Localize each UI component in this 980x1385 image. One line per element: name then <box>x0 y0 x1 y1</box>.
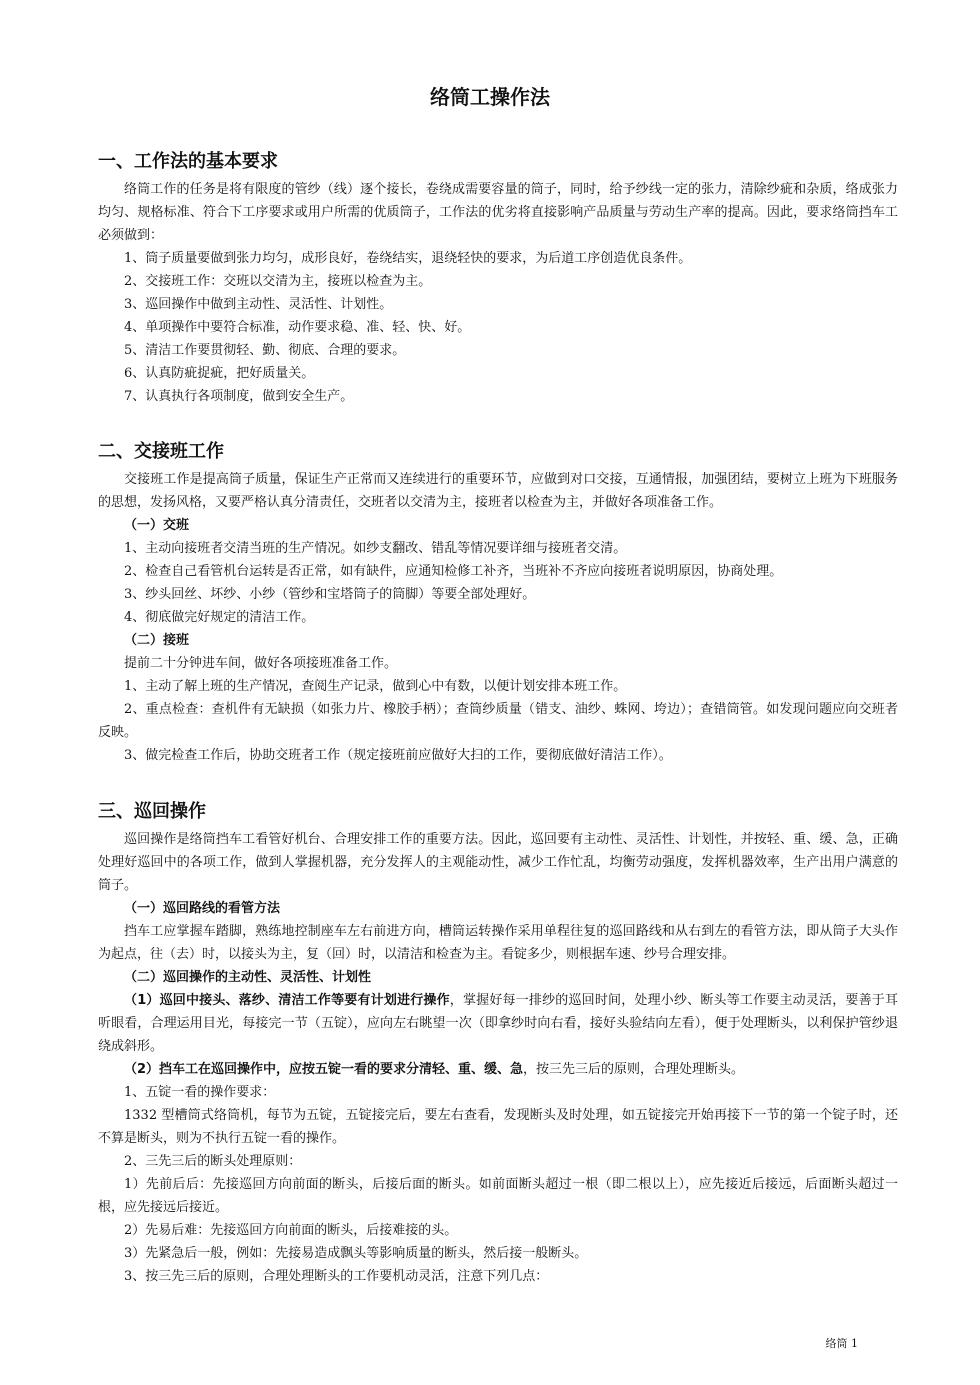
list-item: 2、检查自己看管机台运转是否正常，如有缺件，应通知检修工补齐，当班补不齐应向接班者说明原因，协商处理。 <box>124 564 783 579</box>
list-item: 3、做完检查工作后，协助交班者工作（规定接班前应做好大扫的工作，要彻底做好清洁工作）。 <box>124 748 672 763</box>
list-item: 1、五锭一看的操作要求： <box>124 1085 276 1100</box>
list-item: 4、彻底做完好规定的清洁工作。 <box>124 610 315 625</box>
subsection-heading: （一）交班 <box>124 518 190 533</box>
list-item: 6、认真防疵捉疵，把好质量关。 <box>124 366 315 381</box>
document-title: 络筒工操作法 <box>430 85 550 109</box>
section-intro: 交接班工作是提高筒子质量，保证生产正常而又连续进行的重要环节，应做到对口交接，互通情报，加强团结，要树立上班为下班服务的思想，发扬风格，又要严格认真分清责任，交班者以交清为主，接班者以检查为主，并做好各项准备工作。 <box>98 472 898 510</box>
section-intro: 络筒工作的任务是将有限度的管纱（线）逐个接长，卷绕成需要容量的筒子，同时，给予纱线一定的张力，清除纱疵和杂质，络成张力均匀、规格标准、符合下工序要求或用户所需的优质筒子，工作法的优劣将直接影响产品质量与劳动生产率的提高。因此，要求络筒挡车工必须做到： <box>98 182 898 243</box>
list-item: 3、纱头回丝、坏纱、小纱（管纱和宝塔筒子的筒脚）等要全部处理好。 <box>124 587 536 602</box>
list-item: 提前二十分钟进车间，做好各项接班准备工作。 <box>124 656 398 671</box>
paragraph-rest: ，掌握好每一排纱的巡回时间，处理小纱、断头等工作要主动灵活，要善于耳听眼看，合理运用目光，每接完一节（五锭），应向左右眺望一次（即拿纱时向右看，接好头验结向左看），便于处理断头，以利保护管纱退绕成斜形。 <box>98 993 898 1054</box>
section-heading: 二、交接班工作 <box>98 441 224 462</box>
section-basic-requirements <box>98 150 898 408</box>
section-heading: 一、工作法的基本要求 <box>98 151 278 172</box>
list-item: 3、巡回操作中做到主动性、灵活性、计划性。 <box>124 297 393 312</box>
section-heading: 三、巡回操作 <box>98 801 206 822</box>
list-item: 1、筒子质量要做到张力均匀，成形良好，卷绕结实，退绕轻快的要求，为后道工序创造优良条件。 <box>124 251 692 266</box>
subsection-heading: （二）巡回操作的主动性、灵活性、计划性 <box>124 970 372 985</box>
list-item: 7、认真执行各项制度，做到安全生产。 <box>124 389 354 404</box>
subsection-heading: （二）接班 <box>124 633 190 648</box>
list-item: 2）先易后难：先接巡回方向前面的断头，后接难接的头。 <box>124 1223 458 1238</box>
list-item: 4、单项操作中要符合标准，动作要求稳、准、轻、快、好。 <box>124 320 471 335</box>
list-item: 5、清洁工作要贯彻轻、勤、彻底、合理的要求。 <box>124 343 406 358</box>
section-shift-handover <box>98 440 898 767</box>
paragraph <box>98 989 898 1058</box>
list-item: 1332 型槽筒式络筒机，每节为五锭，五锭接完后，要左右查看，发现断头及时处理，如五锭接完开始再接下一节的第一个锭子时，还不算是断头，则为不执行五锭一看的操作。 <box>98 1108 898 1146</box>
list-item: 3）先紧急后一般，例如：先接易造成飘头等影响质量的断头，然后接一般断头。 <box>124 1246 588 1261</box>
list-item: 2、交接班工作：交班以交清为主，接班以检查为主。 <box>124 274 432 289</box>
bold-lead: （2）挡车工在巡回操作中，应按五锭一看的要求分清轻、重、缓、急 <box>124 1062 524 1077</box>
list-item: 3、按三先三后的原则，合理处理断头的工作要机动灵活，注意下列几点： <box>124 1269 549 1284</box>
paragraph-rest: ，按三先三后的原则，合理处理断头。 <box>523 1062 745 1077</box>
list-item: 2、三先三后的断头处理原则： <box>124 1154 302 1169</box>
list-item: 2、重点检查：查机件有无缺损（如张力片、橡胶手柄）；查筒纱质量（错支、油纱、蛛网、垮边）；查错筒管。如发现问题应向交班者反映。 <box>98 702 898 740</box>
list-item: 1、主动了解上班的生产情况，查阅生产记录，做到心中有数，以便计划安排本班工作。 <box>124 679 627 694</box>
bold-lead: （1）巡回中接头、落纱、清洁工作等要有计划进行操作 <box>124 993 450 1008</box>
list-item: 1、主动向接班者交清当班的生产情况。如纱支翻改、错乱等情况要详细与接班者交清。 <box>124 541 627 556</box>
paragraph: 挡车工应掌握车踏脚，熟练地控制座车左右前进方向，槽筒运转操作采用单程往复的巡回路线和从右到左的看管方法，即从筒子大头作为起点，往（去）时，以接头为主，复（回）时，以清洁和检查为主。看锭多少，则根据车速、纱号合理安排。 <box>98 924 898 962</box>
list-item: 1）先前后后：先接巡回方向前面的断头，后接后面的断头。如前面断头超过一根（即二根以上），应先接近后接远，后面断头超过一根，应先接远后接近。 <box>98 1177 898 1215</box>
section-patrol-operation <box>98 800 898 1288</box>
page-footer: 络筒 1 <box>825 1337 858 1350</box>
subsection-heading: （一）巡回路线的看管方法 <box>124 901 281 916</box>
section-intro: 巡回操作是络筒挡车工看管好机台、合理安排工作的重要方法。因此，巡回要有主动性、灵活性、计划性，并按轻、重、缓、急，正确处理好巡回中的各项工作，做到人掌握机器，充分发挥人的主观能动性，减少工作忙乱，均衡劳动强度，发挥机器效率，生产出用户满意的筒子。 <box>98 832 898 893</box>
paragraph <box>98 1058 898 1081</box>
